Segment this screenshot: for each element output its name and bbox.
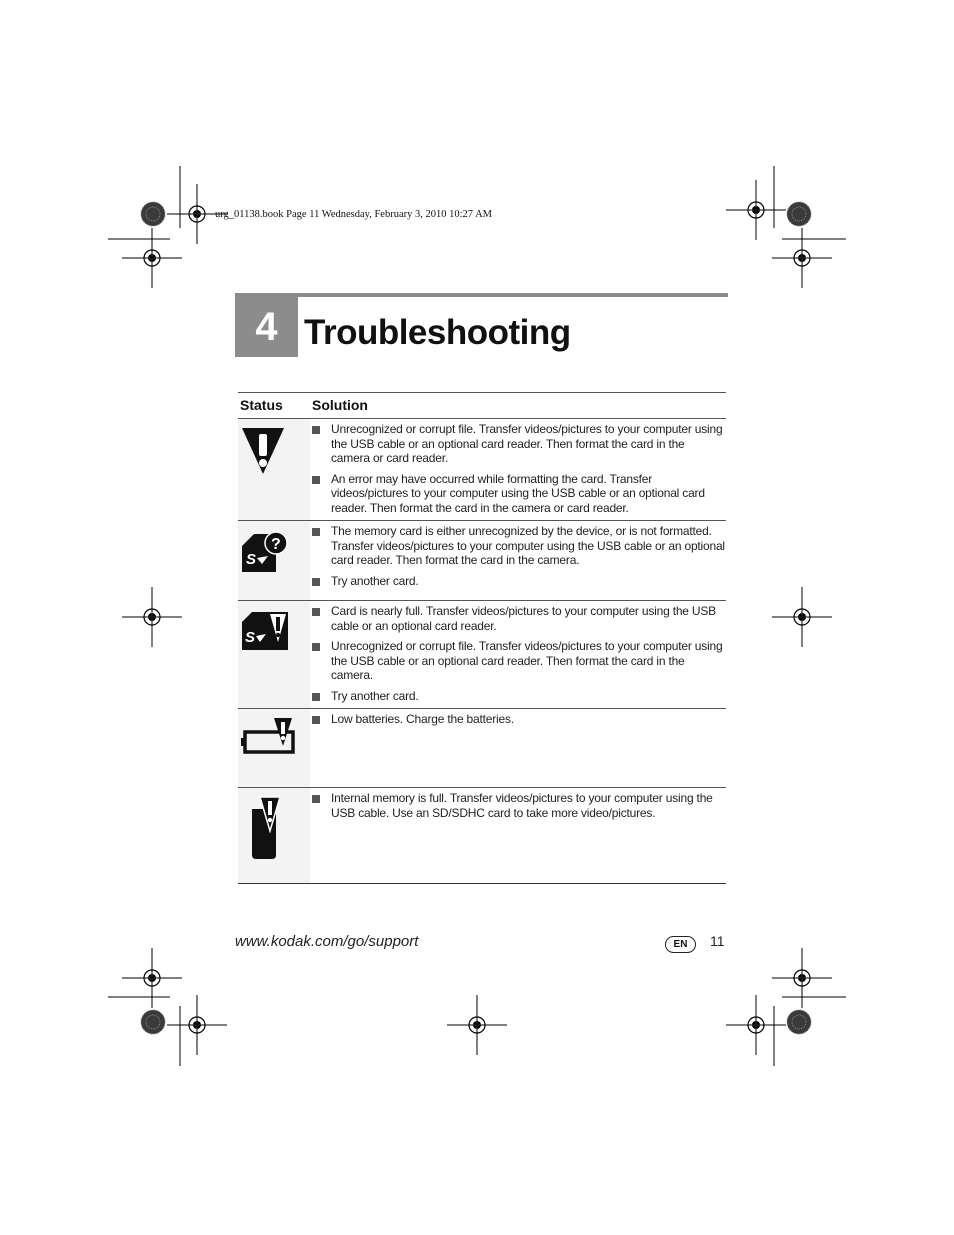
sd-card-question-icon [240,528,290,574]
table-header [238,392,726,419]
list-item: Try another card. [312,689,726,704]
svg-text:S: S [245,629,256,646]
print-slug: urg_01138.book Page 11 Wednesday, February 3, 2010 10:27 AM [215,209,492,220]
low-battery-icon [240,716,298,758]
language-badge: EN [665,936,696,953]
chapter-number: 4 [235,297,298,357]
table-row [238,601,726,709]
list-item: An error may have occurred while formatting the card. Transfer videos/pictures to your computer using the USB cable or an optional card reader. Then format the card in the camera or card reader. [312,472,726,516]
list-item: Try another card. [312,574,726,589]
table-row [238,709,726,788]
list-item: The memory card is either unrecognized by the device, or is not formatted. Transfer videos/pictures to your computer using the USB cable or an optional card reader. Then format the card in the camera. [312,524,726,568]
page-number: 11 [710,933,725,949]
status-header: Status [240,397,283,413]
chapter-rule [235,293,728,297]
svg-text:S: S [246,551,257,568]
list-item: Card is nearly full. Transfer videos/pictures to your computer using the USB cable or an optional card reader. [312,604,726,633]
troubleshooting-table [238,392,726,884]
list-item: Low batteries. Charge the batteries. [312,712,726,727]
warning-icon [240,426,286,476]
internal-memory-full-icon [240,795,286,861]
solution-header: Solution [312,397,368,413]
svg-text:?: ? [271,536,281,553]
support-url[interactable]: www.kodak.com/go/support [235,933,419,950]
table-row [238,788,726,884]
list-item: Internal memory is full. Transfer videos/pictures to your computer using the USB cable. Use an SD/SDHC card to take more video/pictures. [312,791,726,820]
table-row [238,521,726,601]
sd-card-warning-icon [240,608,290,654]
chapter-title: Troubleshooting [304,313,571,352]
list-item: Unrecognized or corrupt file. Transfer videos/pictures to your computer using the USB cable or an optional card reader. Then format the card in the camera or card reader. [312,422,726,466]
table-row [238,419,726,521]
list-item: Unrecognized or corrupt file. Transfer videos/pictures to your computer using the USB cable or an optional card reader. Then format the card in the camera. [312,639,726,683]
